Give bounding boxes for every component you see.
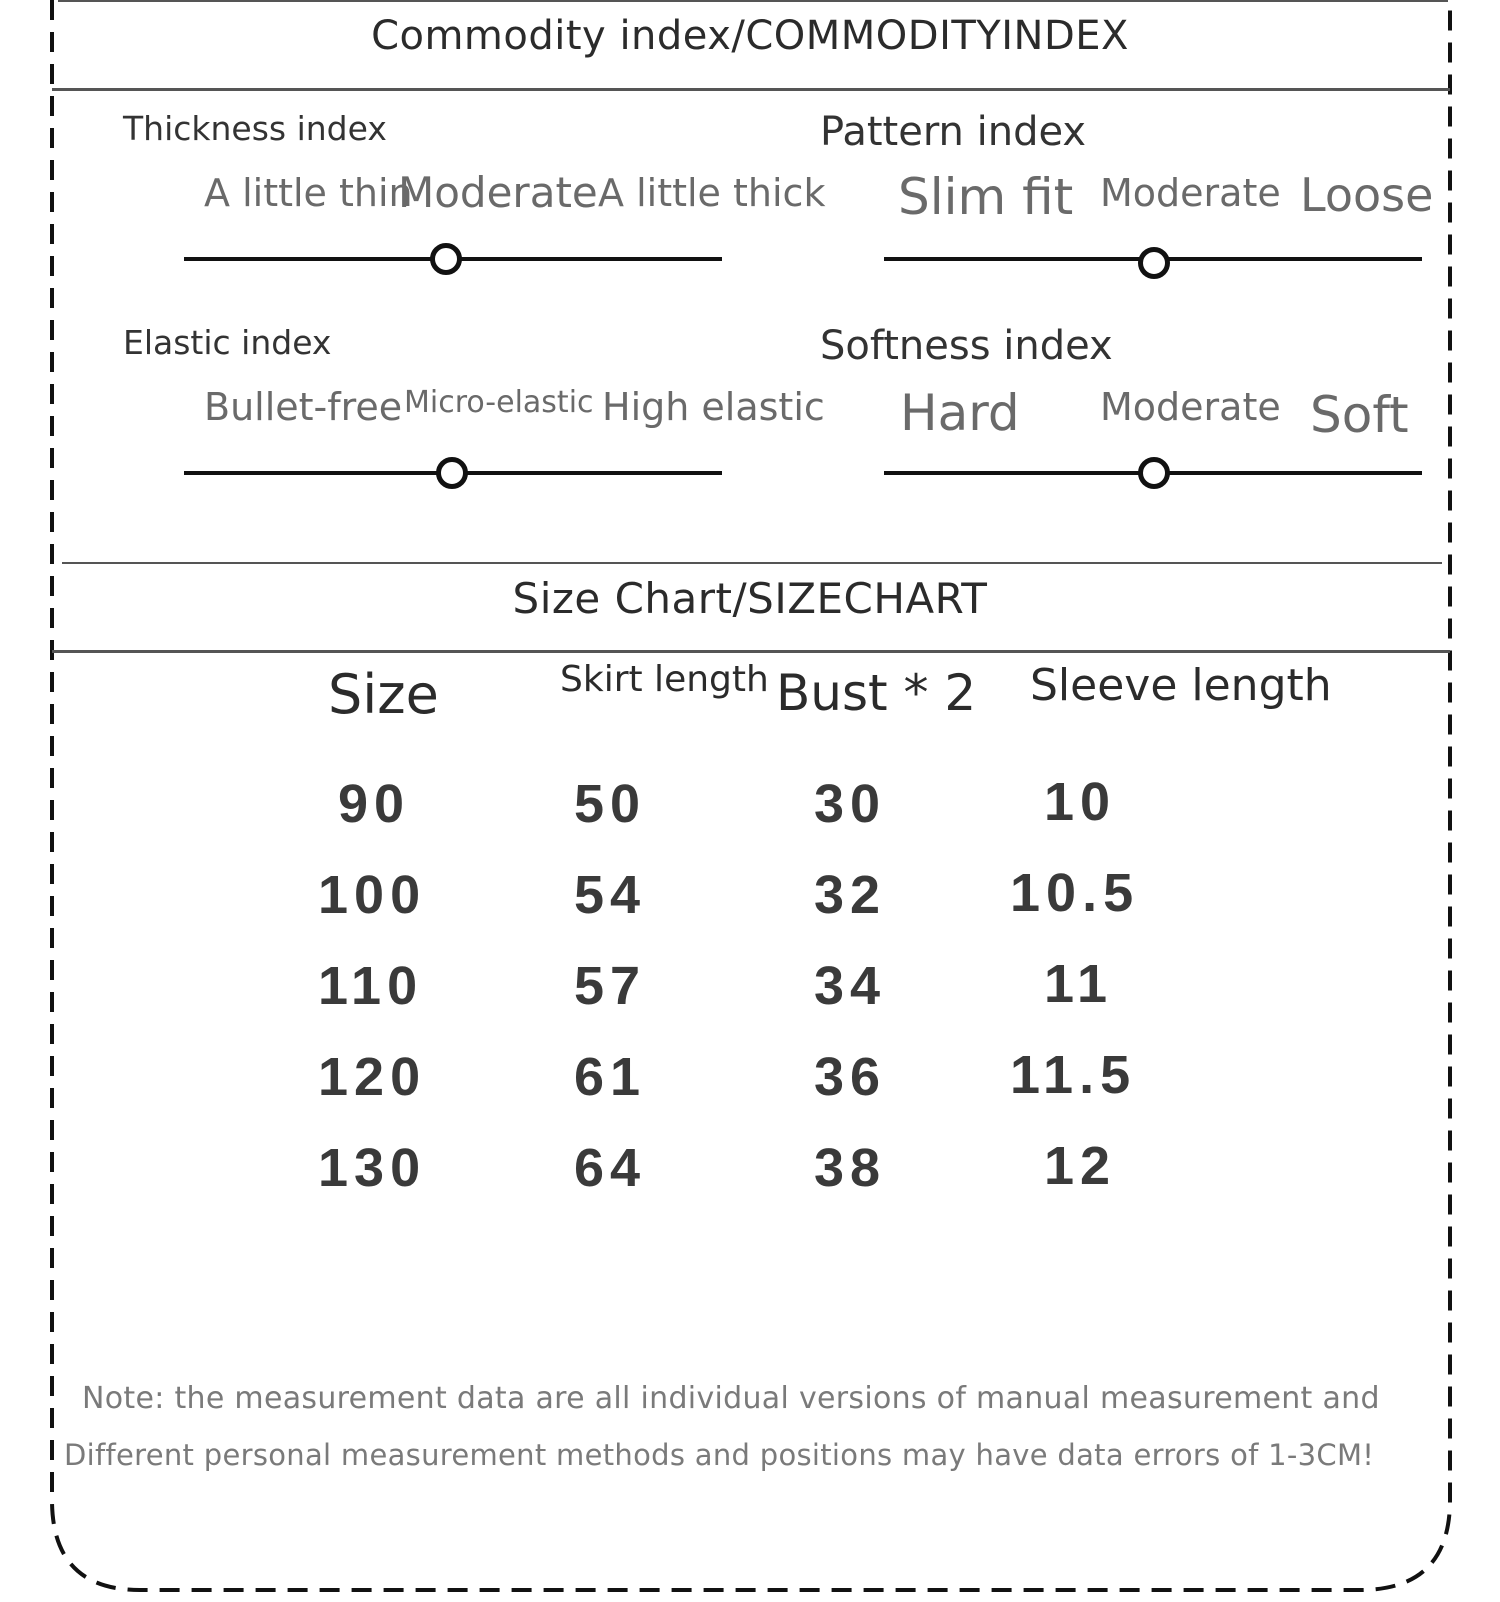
pattern-slider-knob xyxy=(1138,247,1170,279)
softness-slider-knob xyxy=(1138,457,1170,489)
softness-option-soft: Soft xyxy=(1310,386,1409,444)
size-chart-top-divider xyxy=(62,562,1442,564)
commodity-title-divider xyxy=(52,88,1450,91)
size-chart-title-divider xyxy=(52,650,1450,653)
note-line-2: Different personal measurement methods and positions may have data errors of 1-3CM! xyxy=(64,1438,1375,1472)
softness-option-moderate: Moderate xyxy=(1100,385,1281,429)
top-divider xyxy=(58,0,1448,2)
size-chart-title: Size Chart/SIZECHART xyxy=(512,574,988,623)
pattern-option-slim-fit: Slim fit xyxy=(898,168,1074,226)
elastic-option-bullet-free: Bullet-free xyxy=(204,385,403,429)
elastic-index-label: Elastic index xyxy=(123,323,332,362)
cell-size: 120 xyxy=(318,1047,427,1107)
cell-size: 110 xyxy=(318,956,424,1016)
cell-sleeve-length: 11.5 xyxy=(1010,1045,1137,1105)
thickness-option-moderate: Moderate xyxy=(398,168,598,217)
elastic-option-micro-elastic: Micro-elastic xyxy=(404,385,594,420)
pattern-index-label: Pattern index xyxy=(820,109,1087,155)
cell-sleeve-length: 12 xyxy=(1044,1136,1117,1196)
note-line-1: Note: the measurement data are all individual versions of manual measurement and xyxy=(82,1381,1380,1416)
cell-skirt-length: 54 xyxy=(574,865,647,925)
cell-size: 100 xyxy=(318,865,427,925)
cell-sleeve-length: 10 xyxy=(1044,772,1117,832)
cell-size: 130 xyxy=(318,1138,427,1198)
cell-skirt-length: 57 xyxy=(574,956,647,1016)
cell-sleeve-length: 11 xyxy=(1044,954,1114,1014)
pattern-option-loose: Loose xyxy=(1300,168,1434,222)
cell-bust: 32 xyxy=(814,865,887,925)
softness-index-label: Softness index xyxy=(820,323,1113,369)
thickness-option-thin: A little thin xyxy=(204,171,413,215)
header-size: Size xyxy=(328,663,439,726)
thickness-index-label: Thickness index xyxy=(123,109,387,148)
thickness-slider-knob xyxy=(430,243,462,275)
cell-skirt-length: 64 xyxy=(574,1138,647,1198)
cell-skirt-length: 50 xyxy=(574,774,647,834)
pattern-option-moderate: Moderate xyxy=(1100,171,1281,215)
header-sleeve-length: Sleeve length xyxy=(1030,660,1332,711)
cell-size: 90 xyxy=(338,774,411,834)
header-bust: Bust * 2 xyxy=(776,664,977,722)
cell-bust: 30 xyxy=(814,774,887,834)
cell-skirt-length: 61 xyxy=(574,1047,647,1107)
cell-sleeve-length: 10.5 xyxy=(1010,863,1140,923)
elastic-slider-knob xyxy=(436,457,468,489)
cell-bust: 36 xyxy=(814,1047,887,1107)
elastic-option-high-elastic: High elastic xyxy=(602,385,825,429)
cell-bust: 34 xyxy=(814,956,887,1016)
cell-bust: 38 xyxy=(814,1138,887,1198)
header-skirt-length: Skirt length xyxy=(560,659,769,700)
thickness-option-thick: A little thick xyxy=(598,171,826,215)
commodity-index-title: Commodity index/COMMODITYINDEX xyxy=(371,13,1129,59)
softness-option-hard: Hard xyxy=(900,384,1020,442)
